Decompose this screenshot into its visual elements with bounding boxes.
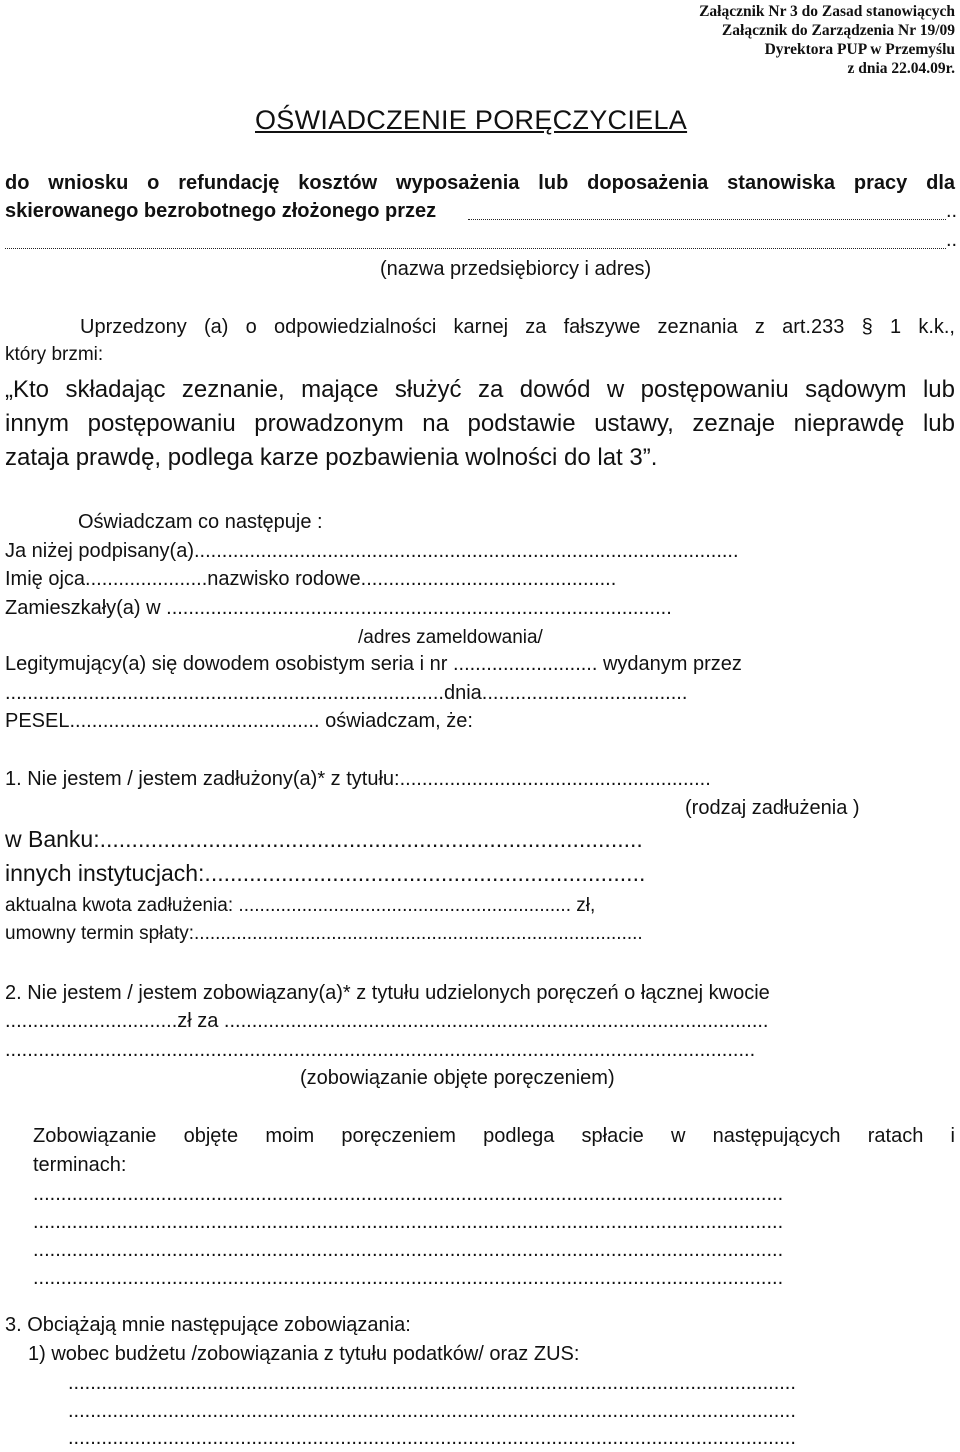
obligation-dots-3[interactable]: ................................................................................................................................... — [68, 1427, 796, 1449]
obligation-item-1: 1) wobec budżetu /zobowiązania z tytułu podatków/ oraz ZUS: — [28, 1343, 580, 1365]
intro-line-3-end: .. — [946, 229, 958, 251]
name-field-line[interactable]: Ja niżej podpisany(a).................................................................................................. — [5, 540, 739, 562]
warning-line-2: który brzmi: — [5, 344, 104, 365]
quote-line-2: innym postępowaniu prowadzonym na podstawie ustawy, zeznaje nieprawdę lub — [5, 410, 955, 437]
obligation-dots-2[interactable]: ................................................................................................................................... — [68, 1400, 796, 1422]
obligations-heading: 3. Obciążają mnie następujące zobowiązania: — [5, 1314, 411, 1336]
intro-line-2-end: .. — [946, 200, 958, 222]
guarantee-caption: (zobowiązanie objęte poręczeniem) — [300, 1067, 615, 1089]
address-line[interactable]: Zamieszkały(a) w ........................................................................................... — [5, 597, 672, 619]
address-caption: /adres zameldowania/ — [358, 627, 543, 648]
debt-type-caption: (rodzaj zadłużenia ) — [685, 797, 860, 819]
repayment-term-line[interactable]: umowny termin spłaty:..................................................................................... — [5, 923, 643, 944]
declaration-intro: Oświadczam co następuje : — [78, 511, 323, 533]
company-name-field[interactable] — [468, 219, 946, 220]
repayment-dots-2[interactable]: ....................................................................................................................................... — [33, 1211, 784, 1233]
repayment-dots-1[interactable]: ....................................................................................................................................... — [33, 1183, 784, 1205]
intro-line-1: do wniosku o refundację kosztów wyposażenia lub doposażenia stanowiska pracy dla — [5, 172, 955, 194]
intro-line-2: skierowanego bezrobotnego złożonego przez — [5, 200, 437, 222]
pesel-line[interactable]: PESEL............................................. oświadczam, że: — [5, 710, 473, 732]
quote-line-3: zataja prawdę, podlega karze pozbawienia wolności do lat 3”. — [5, 444, 658, 471]
company-caption: (nazwa przedsiębiorcy i adres) — [380, 258, 652, 280]
repayment-line-2: terminach: — [33, 1154, 127, 1176]
id-document-line[interactable]: Legitymujący(a) się dowodem osobistym seria i nr .......................... wydanym przez — [5, 653, 742, 675]
guarantee-detail-line[interactable]: ....................................................................................................................................... — [5, 1039, 756, 1061]
guarantee-line-1: 2. Nie jestem / jestem zobowiązany(a)* z tytułu udzielonych poręczeń o łącznej kwocie — [5, 982, 770, 1004]
bank-line[interactable]: w Banku:..................................................................................... — [5, 826, 643, 852]
guarantee-amount-line[interactable]: ...............................zł za .................................................................................................. — [5, 1010, 769, 1032]
repayment-dots-3[interactable]: ....................................................................................................................................... — [33, 1239, 784, 1261]
header-line-1: Załącznik Nr 3 do Zasad stanowiących — [699, 3, 955, 20]
repayment-dots-4[interactable]: ....................................................................................................................................... — [33, 1267, 784, 1289]
header-line-3: Dyrektora PUP w Przemyślu — [764, 41, 955, 58]
page-title: OŚWIADCZENIE PORĘCZYCIELA — [255, 105, 688, 135]
debt-type-line[interactable]: 1. Nie jestem / jestem zadłużony(a)* z tytułu:........................................................ — [5, 768, 711, 790]
company-address-field[interactable] — [5, 248, 946, 249]
quote-line-1: „Kto składając zeznanie, mające służyć za dowód w postępowaniu sądowym lub — [5, 376, 955, 403]
father-name-line[interactable]: Imię ojca......................nazwisko rodowe.............................................. — [5, 568, 617, 590]
other-institutions-line[interactable]: innych instytucjach:..................................................................... — [5, 860, 646, 886]
debt-amount-line[interactable]: aktualna kwota zadłużenia: ............................................................... zł, — [5, 895, 596, 916]
issued-line[interactable]: ...............................................................................dnia..................................... — [5, 682, 688, 704]
header-line-2: Załącznik do Zarządzenia Nr 19/09 — [721, 22, 955, 39]
header-line-4: z dnia 22.04.09r. — [847, 60, 955, 77]
warning-line-1: Uprzedzony (a) o odpowiedzialności karnej za fałszywe zeznania z art.233 § 1 k.k., — [80, 316, 955, 338]
obligation-dots-1[interactable]: ................................................................................................................................... — [68, 1372, 796, 1394]
repayment-line-1: Zobowiązanie objęte moim poręczeniem podlega spłacie w następujących ratach i — [33, 1125, 955, 1147]
